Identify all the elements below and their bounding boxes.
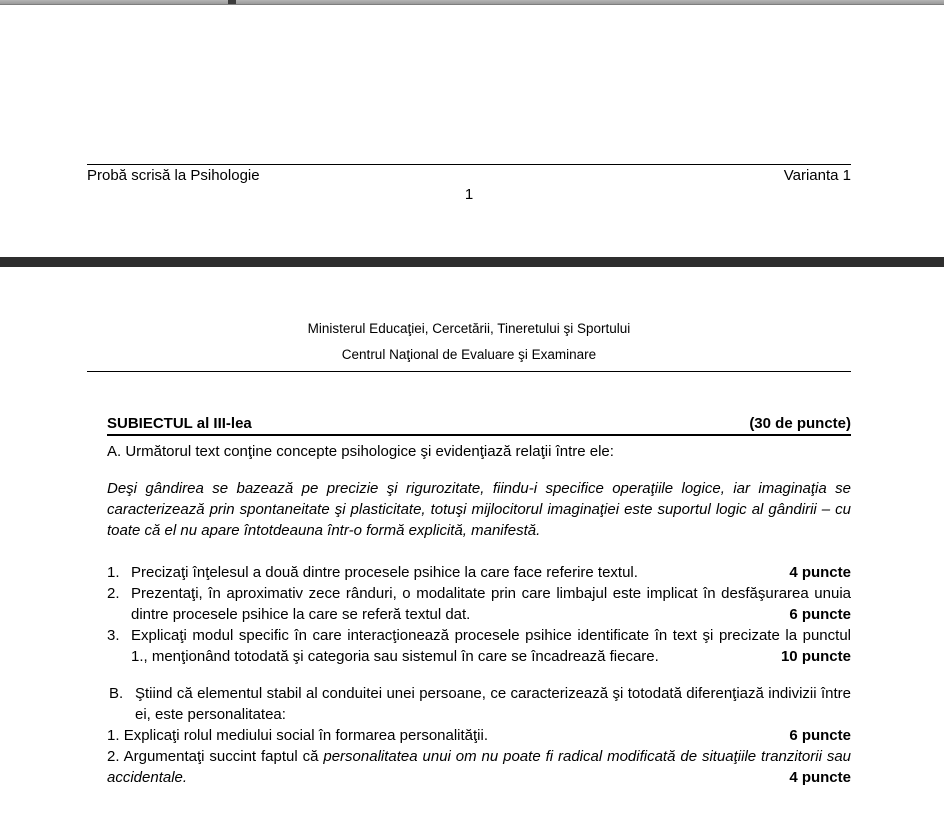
window-edge — [0, 0, 944, 5]
ministry-title: Ministerul Educaţiei, Cercetării, Tineretului şi Sportului — [307, 321, 631, 336]
evaluation-center-title: Centrul Naţional de Evaluare şi Examinare — [341, 347, 597, 362]
item-points: 4 puncte — [789, 769, 851, 786]
list-item — [107, 725, 851, 746]
section-b-label: B. — [109, 685, 124, 702]
list-item — [107, 625, 851, 667]
item-number: 1. — [107, 564, 120, 581]
section-b — [107, 683, 851, 788]
list-item — [107, 583, 851, 625]
item-text: Explicaţi modul specific în care interacţionează procesele psihice identificate în text şi precizate la punctul 1., menţionând totodată şi categoria sau sistemul în care se încadrează fiecare. — [131, 627, 851, 665]
list-item — [107, 746, 851, 788]
page-number: 1 — [464, 186, 474, 203]
subject-title: SUBIECTUL al III-lea — [107, 415, 252, 432]
item-points: 6 puncte — [789, 727, 851, 744]
footer-variant-label: Varianta 1 — [783, 167, 851, 184]
list-item — [107, 562, 851, 583]
document-header — [87, 321, 851, 363]
page-separator — [0, 257, 944, 267]
section-b-intro — [107, 683, 851, 725]
footer-exam-title: Probă scrisă la Psihologie — [87, 167, 260, 184]
footer-divider — [87, 164, 851, 165]
item-number: 1. — [107, 727, 120, 744]
section-b-intro-text: Ştiind că elementul stabil al conduitei unei persoane, ce caracterizează şi totodată diferenţiază indivizii între ei, este personalitatea: — [135, 685, 851, 723]
item-number: 2. — [107, 585, 120, 602]
header-divider — [87, 371, 851, 372]
item-points: 4 puncte — [789, 564, 851, 581]
item-points: 10 puncte — [780, 648, 851, 665]
section-a-intro: A. Următorul text conţine concepte psihologice şi evidenţiază relaţii între ele: — [107, 443, 614, 460]
quote-paragraph: Deşi gândirea se bazează pe precizie şi rigurozitate, fiindu-i specifice operaţiile logice, iar imaginaţia se caracterizează prin spontaneitate şi plasticitate, totuşi mijlocitorul imaginaţiei este suportul logic al gândirii – cu toate că el nu apare întotdeauna într-o formă explicită, manifestă. — [107, 480, 851, 539]
item-number: 2. — [107, 748, 120, 765]
item-text: Precizaţi înţelesul a două dintre procesele psihice la care face referire textul. — [131, 564, 638, 581]
section-a-list — [107, 562, 851, 667]
subject-heading — [107, 415, 851, 436]
item-text: Explicaţi rolul mediului social în formarea personalităţii. — [123, 727, 489, 744]
item-number: 3. — [107, 627, 120, 644]
item-text: Argumentaţi succint faptul că — [123, 748, 324, 765]
document-body — [107, 415, 851, 788]
subject-total-points: (30 de puncte) — [749, 415, 851, 432]
item-text: Prezentaţi, în aproximativ zece rânduri, o modalitate prin care limbajul este implicat în desfăşurarea unuia dintre procesele psihice la care se referă textul dat. — [131, 585, 851, 623]
page-footer — [87, 166, 851, 185]
item-text-italic: personalitatea unui om nu poate fi radical modificată de situaţiile tranzitorii sau accidentale. — [107, 748, 852, 786]
item-points: 6 puncte — [789, 606, 851, 623]
cursor-artifact — [228, 0, 236, 4]
